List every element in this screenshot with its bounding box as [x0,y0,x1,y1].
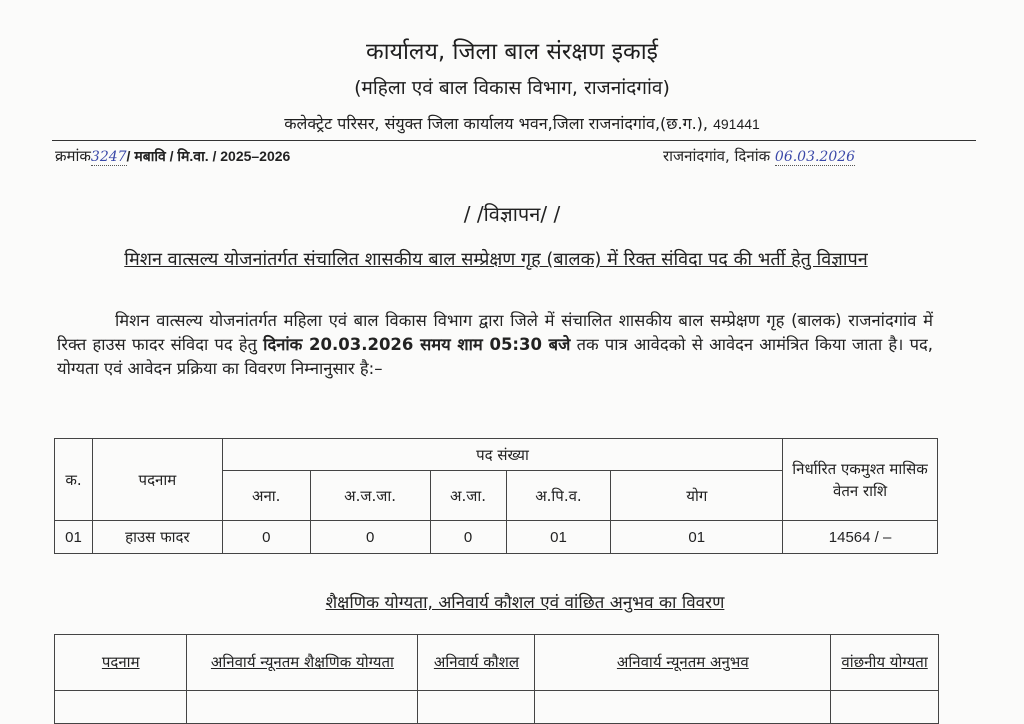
cell-empty [55,691,187,724]
cell-obc: 01 [506,521,611,554]
col-salary-header: निर्धारित एकमुश्त मासिक वेतन राशि [783,439,938,521]
col-total-header: योग [611,471,783,521]
header-divider [52,140,976,141]
table-row [55,521,938,554]
advertisement-title: / /विज्ञापन/ / [463,202,561,226]
cell-empty [831,691,939,724]
deadline-text: दिनांक 20.03.2026 समय शाम 05:30 बजे [263,335,571,354]
reference-prefix: क्रमांक [55,147,91,165]
date-handwritten: 06.03.2026 [774,149,856,165]
col-sc-header: अ.जा. [430,471,506,521]
place-date-line [663,146,855,166]
cell-unreserved: 0 [222,521,310,554]
address-line [0,112,1024,134]
col-serial-header: क. [55,439,93,521]
place-date-label: राजनांदगांव, दिनांक [663,147,771,165]
reference-number-line [55,146,290,166]
col-mandatory-skill-header: अनिवार्य कौशल [418,635,535,691]
col-st-header: अ.ज.जा. [310,471,430,521]
department-heading: (महिला एवं बाल विकास विभाग, राजनांदगांव) [354,77,670,99]
table-row [55,691,939,724]
reference-suffix: / मबावि / मि.वा. / 2025–2026 [126,148,291,164]
col-post-name-header: पदनाम [55,635,187,691]
col-obc-header: अ.पि.व. [506,471,611,521]
cell-empty [535,691,831,724]
posts-table [54,438,938,554]
qualification-section-title: शैक्षणिक योग्यता, अनिवार्य कौशल एवं वांछित अनुभव का विवरण [325,593,725,613]
col-post-name-header: पदनाम [92,439,222,521]
cell-serial: 01 [55,521,93,554]
cell-total: 01 [611,521,783,554]
col-unreserved-header: अना. [222,471,310,521]
cell-empty [187,691,418,724]
body-text-1: मिशन वात्सल्य योजनांतर्गत महिला एवं बाल विकास विभाग द्वारा जिले में संचालित शासकीय बाल सम्प्रेक्षण गृह (बालक) राजनांदगांव में रिक्त हाउस फादर संविदा पद हेतु [57,311,933,354]
cell-st: 0 [310,521,430,554]
reference-number-handwritten: 3247 [90,149,127,165]
cell-salary: 14564 / – [783,521,938,554]
qualification-table [54,634,939,724]
subject-heading: मिशन वात्सल्य योजनांतर्गत संचालित शासकीय बाल सम्प्रेक्षण गृह (बालक) में रिक्त संविदा पद की भर्ती हेतु विज्ञापन [124,249,868,270]
body-paragraph [57,309,933,381]
pincode: 491441 [713,116,760,132]
office-heading: कार्यालय, जिला बाल संरक्षण इकाई [366,39,658,65]
cell-post-name: हाउस फादर [92,521,222,554]
cell-empty [418,691,535,724]
col-desirable-qualification-header: वांछनीय योग्यता [831,635,939,691]
col-post-count-group-header: पद संख्या [222,439,782,471]
col-min-experience-header: अनिवार्य न्यूनतम अनुभव [535,635,831,691]
address-text: कलेक्ट्रेट परिसर, संयुक्त जिला कार्यालय भवन,जिला राजनांदगांव,(छ.ग.), [284,114,708,133]
body-text-2: तक पात्र आवेदको से आवेदन आमंत्रित किया जाता है। पद, योग्यता एवं आवेदन प्रक्रिया का विवरण निम्नानुसार है:– [57,335,933,378]
col-min-education-header: अनिवार्य न्यूनतम शैक्षणिक योग्यता [187,635,418,691]
cell-sc: 0 [430,521,506,554]
